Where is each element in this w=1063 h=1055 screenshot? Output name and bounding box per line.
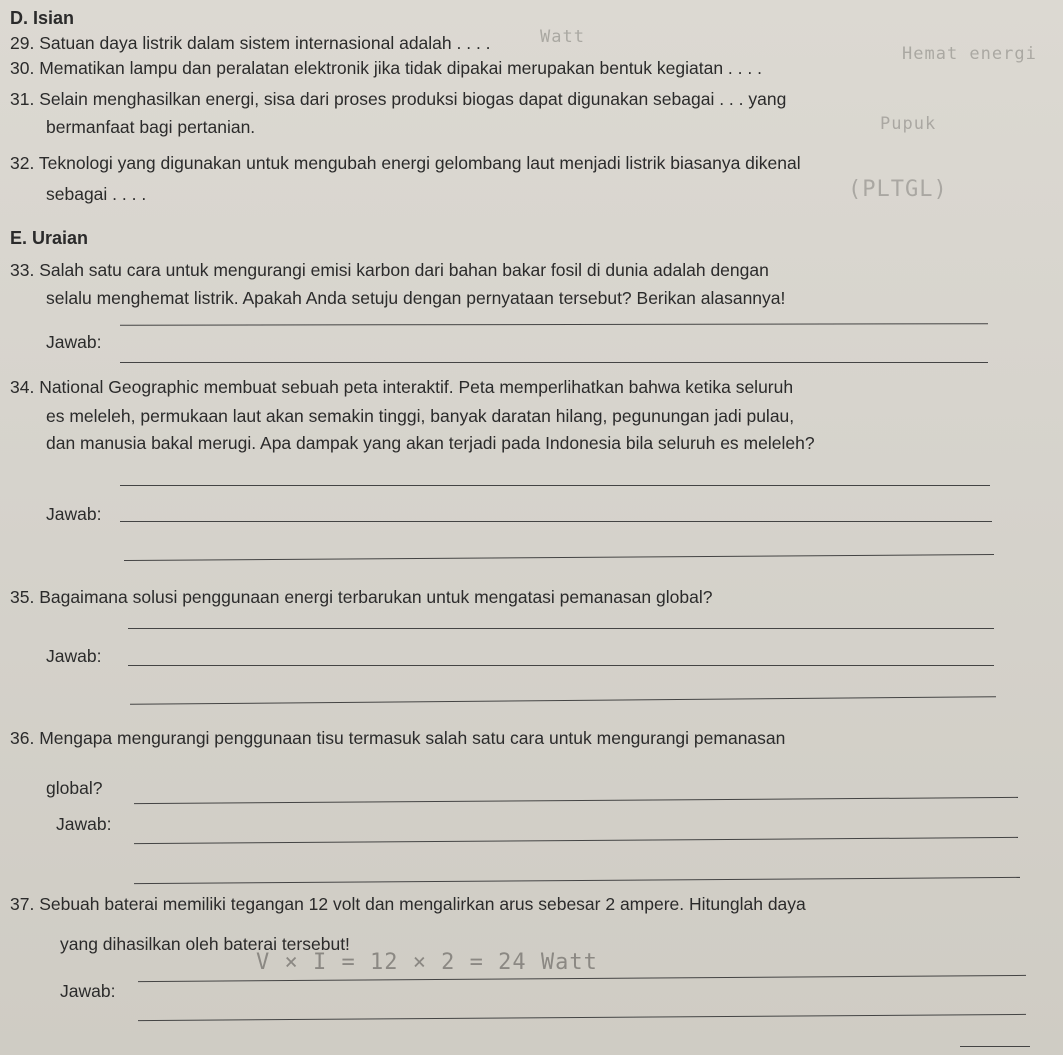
question-34-line-3: dan manusia bakal merugi. Apa dampak yang akan terjadi pada Indonesia bila seluruh es meleleh? [46, 433, 815, 453]
answer-label-34: Jawab: [46, 504, 102, 524]
answer-label-35: Jawab: [46, 646, 102, 666]
question-32-line-1: 32. Teknologi yang digunakan untuk mengubah energi gelombang laut menjadi listrik biasanya dikenal [10, 153, 801, 173]
answer-line-37-1 [138, 975, 1026, 982]
answer-line-35-2 [128, 665, 994, 666]
answer-30-handwriting: Hemat energi [902, 44, 1037, 64]
question-35: 35. Bagaimana solusi penggunaan energi terbarukan untuk mengatasi pemanasan global? [10, 587, 713, 607]
answer-line-33-1 [120, 323, 988, 326]
question-30: 30. Mematikan lampu dan peralatan elektronik jika tidak dipakai merupakan bentuk kegiatan . . . . [10, 58, 762, 78]
question-34-line-1: 34. National Geographic membuat sebuah peta interaktif. Peta memperlihatkan bahwa ketika seluruh [10, 377, 794, 397]
answer-line-36-2 [134, 837, 1018, 844]
answer-line-33-2 [120, 362, 988, 363]
answer-line-34-1 [120, 485, 990, 486]
section-isian-heading: D. Isian [10, 8, 75, 28]
question-29: 29. Satuan daya listrik dalam sistem internasional adalah . . . . [10, 33, 491, 53]
question-36-line-2: global? [46, 778, 103, 798]
answer-line-37-3 [960, 1046, 1030, 1047]
answer-line-35-1 [128, 628, 994, 629]
question-34-line-2: es meleleh, permukaan laut akan semakin tinggi, banyak daratan hilang, pegunungan jadi pulau, [46, 406, 795, 426]
answer-31-handwriting: Pupuk [880, 114, 937, 134]
answer-line-34-3 [124, 554, 994, 561]
question-33-line-2: selalu menghemat listrik. Apakah Anda setuju dengan pernyataan tersebut? Berikan alasannya! [46, 288, 786, 308]
answer-label-37: Jawab: [60, 981, 116, 1001]
answer-label-36: Jawab: [56, 814, 112, 834]
answer-line-35-3 [130, 696, 996, 705]
section-uraian-heading: E. Uraian [10, 228, 89, 248]
answer-line-36-3 [134, 877, 1020, 884]
answer-29-handwriting: Watt [540, 27, 585, 47]
question-31-line-1: 31. Selain menghasilkan energi, sisa dari proses produksi biogas dapat digunakan sebagai . . . yang [10, 89, 787, 109]
answer-line-36-1 [134, 797, 1018, 804]
question-36-line-1: 36. Mengapa mengurangi penggunaan tisu termasuk salah satu cara untuk mengurangi pemanasan [10, 728, 786, 748]
question-37-line-1: 37. Sebuah baterai memiliki tegangan 12 volt dan mengalirkan arus sebesar 2 ampere. Hitunglah daya [10, 894, 806, 914]
answer-line-37-2 [138, 1014, 1026, 1021]
answer-32-handwriting: (PLTGL) [848, 177, 948, 202]
question-32-line-2: sebagai . . . . [46, 184, 147, 204]
question-33-line-1: 33. Salah satu cara untuk mengurangi emisi karbon dari bahan bakar fosil di dunia adalah dengan [10, 260, 769, 280]
answer-line-34-2 [120, 521, 992, 522]
question-31-line-2: bermanfaat bagi pertanian. [46, 117, 256, 137]
question-37-line-2: yang dihasilkan oleh baterai tersebut! [60, 934, 350, 954]
answer-label-33: Jawab: [46, 332, 102, 352]
answer-37-handwriting: V × I = 12 × 2 = 24 Watt [256, 950, 598, 975]
